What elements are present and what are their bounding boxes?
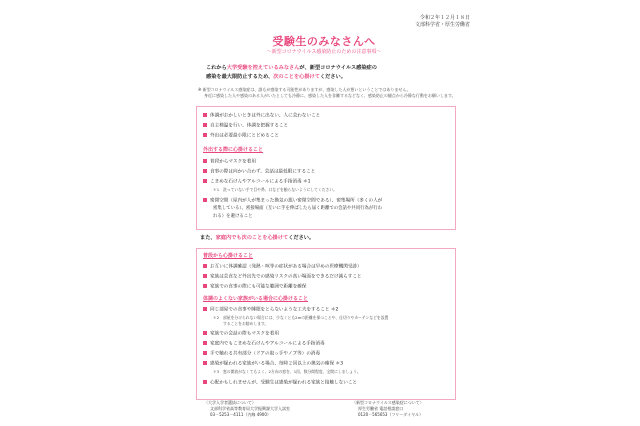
contact-right-tel: 0120－565653（フリーダイヤル） [358, 412, 424, 417]
bullet-square-icon [203, 133, 207, 137]
footnote-2: ＊2 部屋を分けられない場合には、少なくとも2mの距離を保つことや、仕切りやカーテンなどを設置 [213, 315, 389, 320]
page-subtitle: ～新型コロナウイルス感染防止のための注意事項～ [266, 49, 382, 55]
list-item: 食事の際は向かい合わず、会話は最低限にすること [203, 169, 315, 175]
intro-line-2: 感染を最大限防止するため、次のことを心掛けてください。 [206, 74, 346, 80]
document-page [174, 2, 474, 424]
list-item: 体調がおかしいときは外に出ない、人に会わないこと [203, 113, 320, 119]
list-item: 外出は必要最小限にとどめること [203, 133, 279, 139]
list-item: 家族での食事の際にも可能な範囲で距離を確保 [203, 284, 306, 290]
note-line-2: 身近に感染した人や感染のある人がいたとしても冷静に、感染した人を非難するなどなく、感染防止の観点から冷静な行動をお願いします。 [204, 93, 456, 98]
bullet-square-icon [203, 179, 207, 183]
footnote-3: ＊3 窓の開放がなくてもよく、2方向の窓を、1回、数分間程度、全開にしましょう。 [213, 369, 361, 374]
date: 令和２年１２月１８日 [419, 15, 470, 21]
bullet-square-icon [203, 284, 207, 288]
list-item: 自主検温を行い、体調を把握すること [203, 123, 288, 129]
list-item: こまめな石けんやアルコールによる手指消毒 ＊1 [203, 179, 311, 185]
bullet-square-icon [203, 113, 207, 117]
list-item: 家族は会食など外出先での感染リスクの高い場面をできるだけ減らすこと [203, 274, 362, 280]
page-title: 受験生のみなさんへ [272, 35, 376, 48]
outdoor-precautions-box [196, 106, 456, 230]
bullet-square-icon [203, 307, 207, 311]
list-item: お互いに体調確認（発熱・咳等の症状がある場合は早めの医療機関受診） [203, 264, 362, 270]
household-precautions-box [196, 248, 456, 400]
issuing-org: 文部科学省・厚生労働省 [414, 22, 470, 28]
list-item: 密閉空間（屋内が人が集まった換気の悪い密閉空間である）、密集場所（多くの人が [203, 198, 382, 204]
bullet-square-icon [203, 331, 207, 335]
bullet-square-icon [203, 169, 207, 173]
intro-line-1: これから大学受験を控えているみなさんが、新型コロナウイルス感染症の [206, 65, 377, 71]
bullet-square-icon [203, 380, 207, 384]
contact-right-title: 〈新型コロナウイルス感染症について〉 [352, 400, 424, 405]
bullet-square-icon [203, 351, 207, 355]
footnote-1: ＊1 洗っていない手で目や鼻、口などを触らないようにしてください。 [213, 187, 337, 192]
bullet-square-icon [203, 274, 207, 278]
footnote-2-continued: することをお勧めします。 [223, 321, 269, 326]
bullet-square-icon [203, 361, 207, 365]
bullet-square-icon [203, 159, 207, 163]
list-item: 心配かもしれませんが、受験生は感染が疑われる家族と接触しないこと [203, 380, 357, 386]
contact-left-org: 文部科学省高等教育局大学振興課大学入試室 [210, 406, 290, 411]
list-item-continued: 密集している）、密接場面（互いに手を伸ばしたら届く距離での会話や共同行為が行わ [213, 206, 383, 211]
contact-right-org: 厚生労働省 電話相談窓口 [358, 406, 404, 411]
bullet-square-icon [203, 198, 207, 202]
list-item: 同じ部屋での食事や睡眠をとらないような工夫をすること ＊2 [203, 307, 338, 313]
note-line-1: ※ 新型コロナウイルス感染症は、誰もが感染する可能性がありますが、感染した人が悪いということではありません。 [198, 87, 411, 92]
section-heading-sick-family: 体調のよくない家族がいる場合に心掛けること [203, 296, 309, 302]
section-heading-daily: 普段から心掛けること [203, 253, 254, 259]
contact-left-tel: 03－5253－4111（内線 4900） [210, 412, 271, 417]
list-item: 感染が疑われる家族がいる場合、毎時２回以上の換気の確保 ＊3 [203, 361, 343, 367]
bullet-square-icon [203, 341, 207, 345]
contact-left-title: 〈大学入学者選抜について〉 [204, 400, 256, 405]
list-item: 普段からマスクを着用 [203, 159, 256, 165]
list-item: 家庭内でもこまめな石けんやアルコールによる手指消毒 [203, 341, 325, 347]
bullet-square-icon [203, 123, 207, 127]
section-heading-outing: 外出する際に心掛けること [203, 147, 264, 153]
household-intro: また、家庭内でも次のことを心掛けてください。 [200, 235, 315, 241]
list-item: 家族での会話の際もマスクを着用 [203, 331, 279, 337]
bullet-square-icon [203, 264, 207, 268]
list-item: 手で触れる共有部分（ドアの取っ手やノブ等）の消毒 [203, 351, 320, 357]
list-item-continued: れる）を避けること [213, 214, 253, 219]
